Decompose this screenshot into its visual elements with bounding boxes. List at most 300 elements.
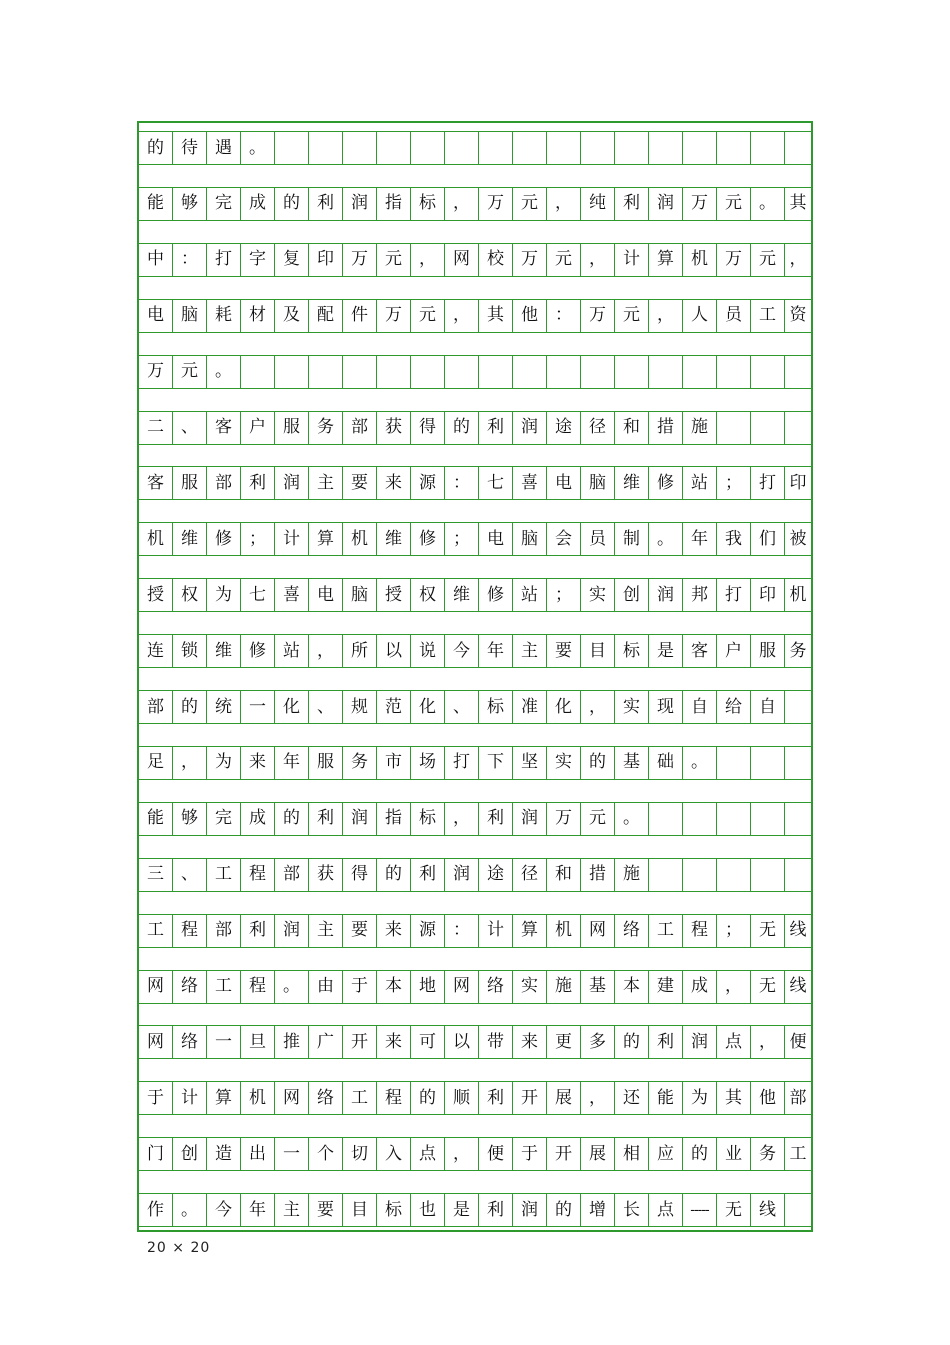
grid-cell: 润	[275, 915, 309, 947]
grid-cell: 电	[547, 467, 581, 499]
grid-cell: 修	[241, 635, 275, 667]
grid-cell: 客	[207, 412, 241, 444]
grid-cell: 校	[479, 244, 513, 276]
grid-cell: 的	[275, 188, 309, 220]
grid-cell: 标	[377, 1194, 411, 1226]
grid-cell: 目	[343, 1194, 377, 1226]
grid-cell: 开	[513, 1082, 547, 1114]
grid-cell: 工	[343, 1082, 377, 1114]
grid-row	[139, 578, 811, 612]
grid-cell	[445, 356, 479, 388]
grid-cell: 线	[789, 920, 807, 941]
grid-cell: 是	[649, 635, 683, 667]
grid-cell: 服	[309, 747, 343, 779]
grid-cell: 今	[445, 635, 479, 667]
grid-cell: 主	[513, 635, 547, 667]
grid-cell: 为	[683, 1082, 717, 1114]
grid-cell: 足	[139, 747, 173, 779]
grid-cell	[275, 132, 309, 164]
grid-cell: 措	[581, 859, 615, 891]
grid-cell: 途	[479, 859, 513, 891]
grid-cell: 元	[751, 244, 785, 276]
grid-cell	[751, 859, 785, 891]
grid-cell: 成	[241, 803, 275, 835]
grid-cell: 锁	[173, 635, 207, 667]
grid-cell: 来	[241, 747, 275, 779]
grid-cell: 工	[649, 915, 683, 947]
grid-cell: 元	[377, 244, 411, 276]
grid-cell: 算	[207, 1082, 241, 1114]
grid-cell: 出	[241, 1138, 275, 1170]
grid-cell: 万	[547, 803, 581, 835]
grid-cell	[751, 412, 785, 444]
grid-cell	[717, 803, 751, 835]
grid-cell: 径	[581, 412, 615, 444]
grid-cell: 元	[581, 803, 615, 835]
grid-cell	[649, 859, 683, 891]
grid-cell: 润	[513, 412, 547, 444]
grid-cell: 今	[207, 1194, 241, 1226]
grid-cell: 润	[513, 803, 547, 835]
grid-cell: 个	[309, 1138, 343, 1170]
grid-cell: 年	[479, 635, 513, 667]
grid-cell: ；	[547, 579, 581, 611]
grid-cell: 网	[445, 971, 479, 1003]
grid-cell: 的	[275, 803, 309, 835]
grid-cell: 能	[139, 188, 173, 220]
grid-cell: 件	[343, 300, 377, 332]
grid-cell: 计	[479, 915, 513, 947]
grid-cell: 统	[207, 691, 241, 723]
grid-cell: 修	[479, 579, 513, 611]
grid-cell: 打	[751, 467, 785, 499]
grid-cell: 。	[683, 747, 717, 779]
grid-cell: 获	[377, 412, 411, 444]
grid-cell	[377, 132, 411, 164]
grid-cell: 站	[275, 635, 309, 667]
grid-cell: -----	[683, 1194, 717, 1226]
grid-cell: 推	[275, 1026, 309, 1058]
grid-row	[139, 355, 811, 389]
grid-cell: 程	[173, 915, 207, 947]
grid-cell: ：	[445, 915, 479, 947]
grid-cell: 程	[683, 915, 717, 947]
grid-cell: 部	[207, 467, 241, 499]
grid-cell: 要	[343, 915, 377, 947]
grid-cell: 服	[275, 412, 309, 444]
grid-cell: 的	[377, 859, 411, 891]
grid-cell: 实	[581, 579, 615, 611]
grid-cell: 制	[615, 523, 649, 555]
grid-cell: 工	[751, 300, 785, 332]
grid-cell: 给	[717, 691, 751, 723]
grid-cell: 以	[445, 1026, 479, 1058]
grid-cell: 下	[479, 747, 513, 779]
grid-cell: 润	[343, 803, 377, 835]
grid-cell: 程	[241, 971, 275, 1003]
grid-cell: 来	[513, 1026, 547, 1058]
grid-cell: 七	[241, 579, 275, 611]
grid-cell: 来	[377, 467, 411, 499]
grid-cell	[581, 132, 615, 164]
grid-cell: 网	[275, 1082, 309, 1114]
grid-cell: 指	[377, 803, 411, 835]
grid-cell: 修	[649, 467, 683, 499]
grid-cell	[411, 132, 445, 164]
grid-cell	[683, 356, 717, 388]
grid-cell: 七	[479, 467, 513, 499]
grid-cell: 的	[615, 1026, 649, 1058]
grid-cell	[717, 356, 751, 388]
grid-row	[139, 1081, 811, 1115]
grid-cell: ，	[173, 747, 207, 779]
grid-cell: 是	[445, 1194, 479, 1226]
grid-cell: 、	[173, 859, 207, 891]
grid-row	[139, 634, 811, 668]
grid-row	[139, 970, 811, 1004]
grid-cell: 坚	[513, 747, 547, 779]
grid-cell: 无	[717, 1194, 751, 1226]
grid-cell: 可	[411, 1026, 445, 1058]
grid-cell: 工	[207, 971, 241, 1003]
grid-cell: 也	[411, 1194, 445, 1226]
grid-cell	[275, 356, 309, 388]
grid-cell	[751, 356, 785, 388]
grid-cell: 配	[309, 300, 343, 332]
grid-cell: 网	[139, 971, 173, 1003]
grid-cell: 便	[479, 1138, 513, 1170]
grid-cell: 化	[547, 691, 581, 723]
grid-row	[139, 746, 811, 780]
grid-cell: ，	[547, 188, 581, 220]
grid-cell: 。	[275, 971, 309, 1003]
grid-cell	[649, 356, 683, 388]
grid-cell: 一	[207, 1026, 241, 1058]
grid-row	[139, 131, 811, 165]
grid-cell: 。	[751, 188, 785, 220]
grid-cell: 目	[581, 635, 615, 667]
grid-cell: 元	[547, 244, 581, 276]
grid-cell: 站	[683, 467, 717, 499]
grid-cell: 元	[411, 300, 445, 332]
grid-cell: 切	[343, 1138, 377, 1170]
grid-cell: 的	[173, 691, 207, 723]
grid-cell: 利	[479, 1194, 513, 1226]
grid-cell: 造	[207, 1138, 241, 1170]
grid-cell: 的	[581, 747, 615, 779]
grid-cell: 的	[411, 1082, 445, 1114]
grid-cell	[343, 132, 377, 164]
grid-cell: 利	[241, 467, 275, 499]
grid-cell: 成	[683, 971, 717, 1003]
grid-cell: 指	[377, 188, 411, 220]
grid-cell: 润	[513, 1194, 547, 1226]
grid-cell: 算	[309, 523, 343, 555]
grid-cell	[785, 356, 811, 388]
grid-cell: 授	[139, 579, 173, 611]
grid-cell: 基	[581, 971, 615, 1003]
grid-cell	[683, 859, 717, 891]
grid-cell: 润	[343, 188, 377, 220]
grid-cell: 元	[513, 188, 547, 220]
grid-row	[139, 187, 811, 221]
grid-cell: 说	[411, 635, 445, 667]
grid-cell: 喜	[513, 467, 547, 499]
grid-cell: 二	[139, 412, 173, 444]
grid-cell: 本	[615, 971, 649, 1003]
grid-cell: 部	[207, 915, 241, 947]
grid-cell: 邦	[683, 579, 717, 611]
grid-cell: 点	[411, 1138, 445, 1170]
grid-cell: ，	[581, 1082, 615, 1114]
grid-cell	[513, 132, 547, 164]
grid-cell: 会	[547, 523, 581, 555]
grid-cell: 完	[207, 188, 241, 220]
grid-cell: 础	[649, 747, 683, 779]
grid-cell: ，	[411, 244, 445, 276]
grid-cell: 被	[789, 528, 807, 549]
grid-cell: 年	[275, 747, 309, 779]
grid-cell: 万	[513, 244, 547, 276]
grid-cell: 部	[789, 1087, 807, 1108]
grid-cell: 够	[173, 803, 207, 835]
grid-cell: 创	[173, 1138, 207, 1170]
grid-cell	[683, 132, 717, 164]
grid-cell: 计	[275, 523, 309, 555]
grid-cell	[717, 747, 751, 779]
grid-cell: 作	[139, 1194, 173, 1226]
grid-cell	[241, 356, 275, 388]
grid-row	[139, 858, 811, 892]
grid-cell: 润	[649, 188, 683, 220]
grid-cell: 能	[139, 803, 173, 835]
grid-cell: 维	[445, 579, 479, 611]
grid-cell: 利	[411, 859, 445, 891]
grid-cell: 线	[751, 1194, 785, 1226]
grid-cell: 。	[649, 523, 683, 555]
grid-cell: ，	[445, 300, 479, 332]
grid-cell: 网	[581, 915, 615, 947]
grid-cell: 要	[343, 467, 377, 499]
grid-cell: 准	[513, 691, 547, 723]
grid-cell: 。	[207, 356, 241, 388]
manuscript-grid-sheet	[137, 121, 813, 1232]
grid-cell: 标	[411, 188, 445, 220]
grid-cell: 印	[789, 472, 807, 493]
grid-cell: 务	[751, 1138, 785, 1170]
grid-cell	[785, 412, 811, 444]
grid-cell: 利	[479, 803, 513, 835]
grid-cell: 、	[445, 691, 479, 723]
grid-cell: 他	[513, 300, 547, 332]
grid-cell: 络	[309, 1082, 343, 1114]
grid-cell	[785, 132, 811, 164]
grid-cell: 络	[615, 915, 649, 947]
grid-cell: 年	[683, 523, 717, 555]
grid-cell: 带	[479, 1026, 513, 1058]
grid-cell: 工	[139, 915, 173, 947]
grid-cell: 源	[411, 467, 445, 499]
grid-row	[139, 690, 811, 724]
grid-cell: 工	[207, 859, 241, 891]
grid-cell: 增	[581, 1194, 615, 1226]
grid-cell: 维	[377, 523, 411, 555]
grid-cell: 脑	[343, 579, 377, 611]
grid-cell: 的	[547, 1194, 581, 1226]
grid-cell: 机	[139, 523, 173, 555]
grid-cell: 络	[173, 1026, 207, 1058]
grid-cell: 他	[751, 1082, 785, 1114]
grid-cell	[751, 747, 785, 779]
grid-cell: 源	[411, 915, 445, 947]
grid-cell: 授	[377, 579, 411, 611]
grid-cell: 万	[139, 356, 173, 388]
grid-cell: 复	[275, 244, 309, 276]
grid-row	[139, 802, 811, 836]
grid-cell: 业	[717, 1138, 751, 1170]
grid-cell: 遇	[207, 132, 241, 164]
grid-cell	[717, 859, 751, 891]
grid-cell: 开	[343, 1026, 377, 1058]
grid-cell	[785, 747, 811, 779]
grid-cell: 线	[789, 976, 807, 996]
grid-cell: ，	[751, 1026, 785, 1058]
grid-cell: 电	[309, 579, 343, 611]
grid-cell: 多	[581, 1026, 615, 1058]
grid-row	[139, 914, 811, 948]
grid-cell: 站	[513, 579, 547, 611]
grid-cell: 利	[479, 1082, 513, 1114]
grid-cell: 资	[789, 305, 807, 326]
grid-cell: ；	[717, 915, 751, 947]
grid-cell: ，	[581, 244, 615, 276]
grid-cell: 部	[343, 412, 377, 444]
grid-cell: 络	[173, 971, 207, 1003]
grid-cell: 户	[717, 635, 751, 667]
grid-cell: 连	[139, 635, 173, 667]
grid-cell: 网	[445, 244, 479, 276]
grid-cell: 耗	[207, 300, 241, 332]
grid-cell: 算	[649, 244, 683, 276]
grid-cell: 户	[241, 412, 275, 444]
grid-cell: 于	[139, 1082, 173, 1114]
grid-cell: 程	[241, 859, 275, 891]
grid-cell: 得	[411, 412, 445, 444]
grid-cell: 要	[547, 635, 581, 667]
grid-cell: 场	[411, 747, 445, 779]
grid-cell: 中	[139, 244, 173, 276]
grid-cell: 万	[479, 188, 513, 220]
grid-cell: 利	[309, 803, 343, 835]
grid-row	[139, 466, 811, 500]
grid-cell: ；	[445, 523, 479, 555]
grid-cell: 程	[377, 1082, 411, 1114]
grid-cell	[615, 132, 649, 164]
grid-cell: 完	[207, 803, 241, 835]
grid-cell: 喜	[275, 579, 309, 611]
grid-cell: 的	[445, 412, 479, 444]
grid-cell: 维	[173, 523, 207, 555]
grid-cell: 待	[173, 132, 207, 164]
grid-cell: 万	[683, 188, 717, 220]
grid-row	[139, 243, 811, 277]
grid-cell: 展	[547, 1082, 581, 1114]
grid-cell	[547, 356, 581, 388]
grid-cell: 所	[343, 635, 377, 667]
grid-cell	[445, 132, 479, 164]
grid-cell: 润	[445, 859, 479, 891]
grid-cell	[785, 859, 811, 891]
grid-cell: 利	[479, 412, 513, 444]
grid-cell: 人	[683, 300, 717, 332]
grid-row	[139, 1025, 811, 1059]
grid-cell: 主	[309, 467, 343, 499]
grid-cell: 机	[547, 915, 581, 947]
grid-cell: 无	[751, 971, 785, 1003]
grid-cell: 范	[377, 691, 411, 723]
grid-cell	[785, 803, 811, 835]
grid-cell: 员	[581, 523, 615, 555]
grid-cell: 印	[751, 579, 785, 611]
grid-cell: 润	[683, 1026, 717, 1058]
grid-cell: 印	[309, 244, 343, 276]
grid-cell: 点	[649, 1194, 683, 1226]
grid-cell: 务	[309, 412, 343, 444]
grid-cell	[717, 412, 751, 444]
grid-cell: 计	[173, 1082, 207, 1114]
grid-cell: 万	[717, 244, 751, 276]
grid-cell: 市	[377, 747, 411, 779]
grid-row	[139, 522, 811, 556]
grid-cell: 标	[411, 803, 445, 835]
grid-cell: 能	[649, 1082, 683, 1114]
grid-cell: 润	[275, 467, 309, 499]
grid-cell	[479, 132, 513, 164]
grid-cell: 客	[139, 467, 173, 499]
grid-cell: 成	[241, 188, 275, 220]
grid-cell: 务	[789, 640, 807, 661]
grid-cell: 材	[241, 300, 275, 332]
grid-cell: 其	[479, 300, 513, 332]
grid-cell: 主	[275, 1194, 309, 1226]
grid-cell: 长	[615, 1194, 649, 1226]
grid-cell: 修	[411, 523, 445, 555]
grid-cell: 机	[241, 1082, 275, 1114]
grid-cell: 开	[547, 1138, 581, 1170]
grid-cell: 地	[411, 971, 445, 1003]
grid-cell: 入	[377, 1138, 411, 1170]
grid-cell: 施	[615, 859, 649, 891]
grid-cell: ：	[173, 244, 207, 276]
grid-cell	[683, 803, 717, 835]
grid-cell: 权	[173, 579, 207, 611]
grid-cell	[751, 132, 785, 164]
grid-cell: 机	[789, 584, 807, 605]
grid-cell: 元	[615, 300, 649, 332]
grid-cell: ，	[309, 635, 343, 667]
grid-cell: 来	[377, 915, 411, 947]
grid-cell	[751, 803, 785, 835]
grid-cell	[785, 691, 811, 723]
grid-cell: ，	[445, 188, 479, 220]
grid-cell: 来	[377, 1026, 411, 1058]
grid-cell: 脑	[513, 523, 547, 555]
grid-cell: 实	[547, 747, 581, 779]
grid-cell: 。	[615, 803, 649, 835]
grid-cell: 更	[547, 1026, 581, 1058]
grid-cell	[649, 803, 683, 835]
grid-row	[139, 411, 811, 445]
